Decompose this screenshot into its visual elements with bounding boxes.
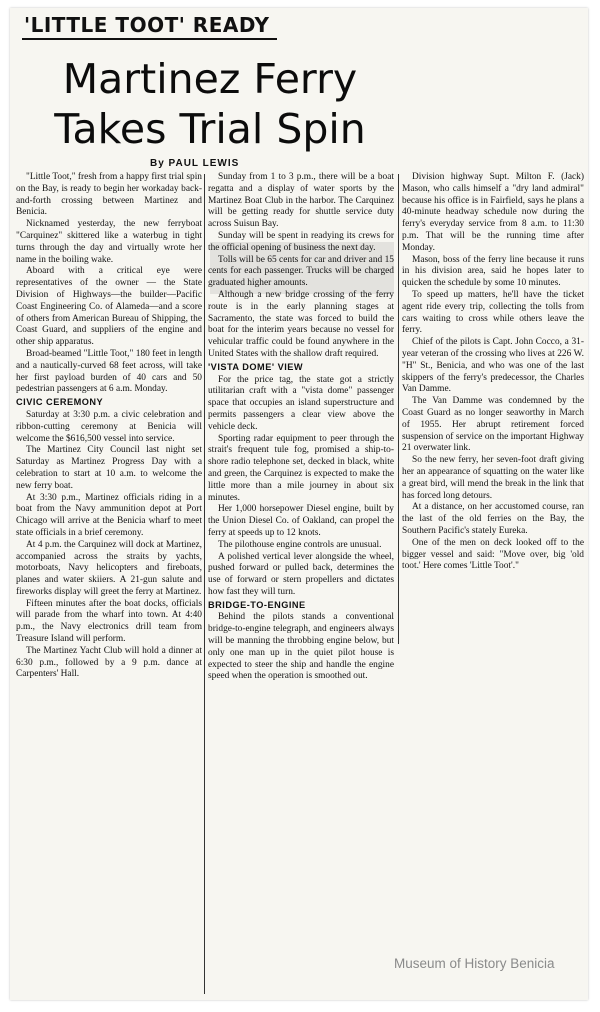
main-headline	[30, 54, 390, 154]
byline: By PAUL LEWIS	[150, 158, 240, 169]
paragraph: Aboard with a critical eye were representatives of the owner — the State Division of Highways—the builder—Pacific Coast Engineering Co. of Alameda—and a score of others from American Bureau of Shipping, the Coast Guard, and suppliers of the engine and other ship apparatus.	[16, 266, 202, 348]
column-divider	[204, 174, 205, 994]
paragraph: Her 1,000 horsepower Diesel engine, built by the Union Diesel Co. of Oakland, can propel the ferry at speeds up to 12 knots.	[208, 504, 394, 538]
newspaper-clipping	[10, 8, 588, 1000]
paragraph: Broad-beamed "Little Toot," 180 feet in length and a nautically-curved 68 feet across, will take her first payload burden of 40 cars and 50 pedestrian passengers at 6 a.m. Monday.	[16, 348, 202, 395]
article-column-1	[16, 172, 202, 992]
column-divider	[398, 174, 399, 644]
subhead-civic-ceremony: CIVIC CEREMONY	[16, 397, 104, 408]
paragraph: The Martinez Yacht Club will hold a dinner at 6:30 p.m., followed by a 9 p.m. dance at Carpenters' Hall.	[16, 645, 202, 680]
paragraph: A polished vertical lever alongside the wheel, pushed forward or pulled back, determines the use of forward or stern propellers and dictates how fast they will turn.	[208, 551, 394, 597]
paragraph: Sporting radar equipment to peer through the strait's frequent tule fog, promised a ship-to-shore radio telephone set, decked in black, white and green, the Carquinez is expected to make the little more than a mile journey in about six minutes.	[208, 433, 394, 503]
paragraph: For the price tag, the state got a strictly utilitarian craft with a "vista dome" passenger space that occupies an island superstructure and permits passengers a clear view above the vehicle deck.	[208, 374, 394, 432]
paragraph: Nicknamed yesterday, the new ferryboat "Carquinez" skittered like a waterbug in tight turns through the day and virtually wrote her name in the boiling wake.	[16, 219, 202, 265]
paragraph: The Van Damme was condemned by the Coast Guard as no longer seaworthy in March of 1955. Her abrupt retirement forced suspension of service on the important Highway 21 overwater link.	[402, 396, 584, 454]
kicker-headline: 'LITTLE TOOT' READY	[22, 12, 277, 40]
paragraph: One of the men on deck looked off to the bigger vessel and said: "Move over, big 'old toot.' Here comes 'Little Toot'."	[402, 537, 584, 572]
paragraph: Although a new bridge crossing of the ferry route is in the early planning stages at Sacramento, the state was forced to build the boat for the interim years because no vessel for vehicular traffic could be found anywhere in the United States with the shallow draft required.	[208, 289, 394, 359]
paragraph: At 3:30 p.m., Martinez officials riding in a boat from the Navy ammunition depot at Port Chicago will arrive at the Benicia wharf to meet state officials in a brief ceremony.	[16, 492, 202, 538]
headline-line-2: Takes Trial Spin	[54, 105, 366, 153]
paragraph: At 4 p.m. the Carquinez will dock at Martinez, accompanied across the straits by yachts, motorboats, Navy helicopters and fireboats, planes and water skiiers. A 21-gun salute and fireworks display will greet the ferry at Martinez.	[16, 539, 202, 597]
paragraph: To speed up matters, he'll have the ticket agent ride every trip, collecting the tolls from cars waiting to cross while others leave the ferry.	[402, 289, 584, 336]
paragraph: "Little Toot," fresh from a happy first trial spin on the Bay, is ready to begin her workaday back-and-forth crossing between Martinez and Benicia.	[16, 172, 202, 218]
headline-line-1: Martinez Ferry	[62, 55, 358, 103]
paragraph: So the new ferry, her seven-foot draft giving her an appearance of squatting on the water like a great bird, will mend the break in the link that has forced long detours.	[402, 455, 584, 501]
subhead-vista-dome-view: 'VISTA DOME' VIEW	[208, 361, 304, 372]
paragraph: Saturday at 3:30 p.m. a civic celebration and ribbon-cutting ceremony at Benicia will welcome the $616,500 vessel into service.	[16, 409, 202, 444]
paragraph: Division highway Supt. Milton F. (Jack) Mason, who calls himself a "dry land admiral" because his office is in Fairfield, says he plans a 40-minute headway schedule now during the ferry's everyday service from 8 a.m. to 11:30 p.m. That will be the running time after Monday.	[402, 172, 584, 253]
paragraph: At a distance, on her accustomed course, ran the last of the old ferries on the Bay, the Southern Pacific's stately Eureka.	[402, 502, 584, 536]
paragraph: Fifteen minutes after the boat docks, officials will parade from the wharf into town. At 4:40 p.m., the Navy electronics drill team from Treasure Island will perform.	[16, 598, 202, 645]
museum-watermark: Museum of History Benicia	[394, 956, 555, 971]
paragraph: Sunday will be spent in readying its crews for the official opening of business the next day.	[208, 230, 394, 253]
paragraph: The Martinez City Council last night set Saturday as Martinez Progress Day with a celebration to start at 10 a.m. to welcome the new ferry boat.	[16, 445, 202, 491]
article-column-3	[402, 172, 584, 642]
paragraph: The pilothouse engine controls are unusual.	[218, 539, 382, 550]
paragraph: Sunday from 1 to 3 p.m., there will be a boat regatta and a display of water sports by the Martinez Boat Club in the harbor. The Carquinez will be getting ready for shuttle service duty across Suisun Bay.	[208, 172, 394, 230]
paragraph: Chief of the pilots is Capt. John Cocco, a 31-year veteran of the crossing who lives at 226 W. "H" St., Benicia, and who was one of the last skippers of the ferry's predecessor, the Charles Van Damme.	[402, 337, 584, 395]
subhead-bridge-to-engine: BRIDGE-TO-ENGINE	[208, 599, 306, 610]
article-column-2	[208, 172, 394, 1000]
paragraph: Tolls will be 65 cents for car and driver and 15 cents for each passenger. Trucks will be charged graduated higher amounts.	[208, 254, 394, 289]
paragraph: Mason, boss of the ferry line because it runs in his division area, said he hopes later to quicken the schedule by some 10 minutes.	[402, 254, 584, 289]
paragraph: Behind the pilots stands a conventional bridge-to-engine telegraph, and engineers always will be manning the throbbing engine below, but only one man up in the quiet pilot house is expected to steer the ship and handle the engine speed when the operation is smoothed out.	[208, 612, 394, 682]
